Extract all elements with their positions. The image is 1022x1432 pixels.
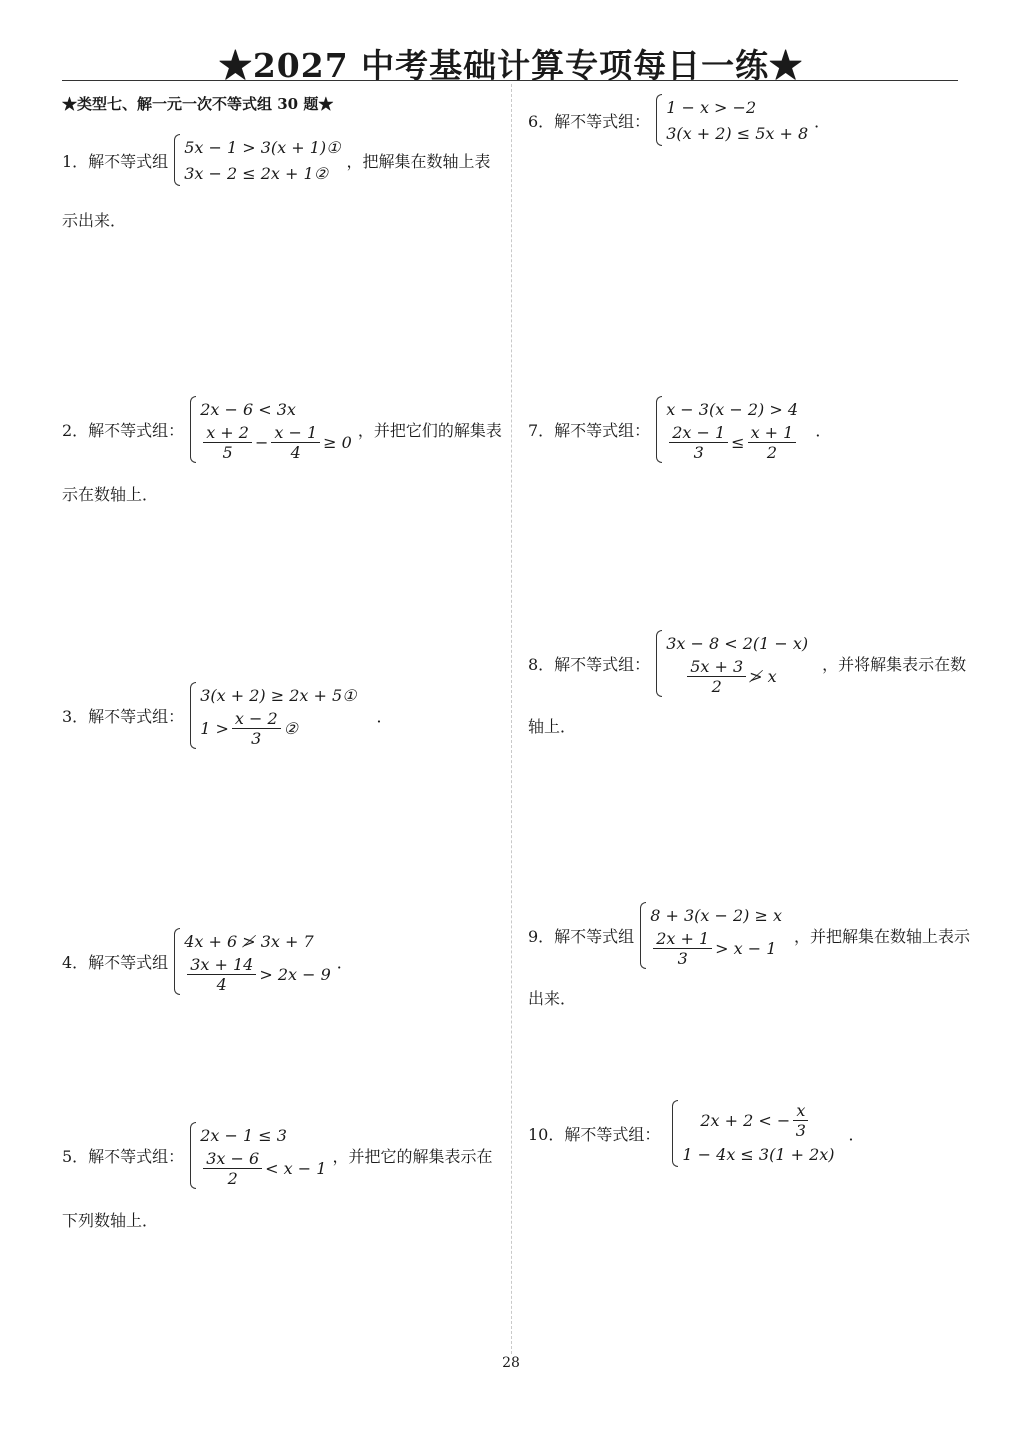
problem-instruction: ． <box>376 707 393 726</box>
problem-instruction: ，并把解集在数轴上表示 <box>794 927 971 946</box>
problem-instruction: ． <box>336 953 353 972</box>
problem-continuation: 示出来． <box>62 211 127 230</box>
problem-label: 6．解不等式组： <box>528 111 651 131</box>
inequality-system <box>656 630 808 697</box>
problem-label: 1．解不等式组 <box>62 151 169 171</box>
problem-1 <box>62 134 491 186</box>
inequality-line: $\frac{x + 2}{5}$ − $\frac{x - 1}{4}$ ≥ 0 <box>200 422 352 463</box>
inequality-line: 2x − 1 ≤ 3 <box>200 1125 287 1145</box>
problem-6 <box>528 94 830 146</box>
title-rule <box>62 80 958 81</box>
brace <box>174 134 180 186</box>
problem-label: 10．解不等式组： <box>528 1125 661 1144</box>
problem-2 <box>62 396 502 463</box>
problem-continuation: 下列数轴上． <box>62 1211 159 1230</box>
brace <box>190 1122 196 1189</box>
brace <box>190 682 196 749</box>
inequality-system <box>174 928 331 995</box>
problem-4 <box>62 928 353 995</box>
page-title: ★2027 中考基础计算专项每日一练★ <box>218 46 804 85</box>
problem-instruction: ． <box>848 1125 865 1144</box>
inequality-line: x − 3(x − 2) > 4 <box>666 399 798 419</box>
fraction: $\frac{x + 2}{5}$ <box>203 423 252 462</box>
inequality-line: $\frac{3x - 6}{2}$ < x − 1 <box>200 1148 326 1189</box>
inequality-line: 5x − 1 > 3(x + 1)① <box>184 137 341 157</box>
brace <box>640 902 646 969</box>
inequality-line: $\frac{2x - 1}{3}$ ≤ $\frac{x + 1}{2}$ <box>666 422 799 463</box>
problem-instruction: ，并将解集表示在数 <box>822 655 967 674</box>
inequality-line: 8 + 3(x − 2) ≥ x <box>650 905 782 925</box>
brace <box>656 630 662 697</box>
problem-label: 8．解不等式组： <box>528 655 651 674</box>
inequality-line: 1 − x > −2 <box>666 97 757 117</box>
inequality-line: $\frac{3x + 14}{4}$ > 2x − 9 <box>184 954 331 995</box>
inequality-line: $\frac{2x + 1}{3}$ > x − 1 <box>650 928 782 969</box>
problem-label: 2．解不等式组： <box>62 421 185 440</box>
problem-9 <box>528 902 970 969</box>
inequality-line: 3(x + 2) ≤ 5x + 8 <box>666 123 809 143</box>
inequality-line: 2x + 2 < − $\frac{x}{3}$ <box>682 1100 834 1141</box>
problem-continuation: 示在数轴上． <box>62 485 159 504</box>
problem-label: 5．解不等式组： <box>62 1147 185 1166</box>
inequality-system <box>190 1122 326 1189</box>
problem-continuation: 轴上． <box>528 717 577 736</box>
fraction: $\frac{2x + 1}{3}$ <box>653 929 712 968</box>
brace <box>174 928 180 995</box>
problem-instruction: ，并把它们的解集表 <box>357 421 502 440</box>
inequality-line: 1 − 4x ≤ 3(1 + 2x) <box>682 1144 835 1164</box>
problem-label: 4．解不等式组 <box>62 953 169 972</box>
problem-instruction: ，把解集在数轴上表 <box>346 151 491 171</box>
fraction: $\frac{x - 2}{3}$ <box>232 709 281 748</box>
fraction: $\frac{x}{3}$ <box>793 1101 808 1140</box>
brace <box>672 1100 678 1167</box>
fraction: $\frac{2x - 1}{3}$ <box>669 423 728 462</box>
fraction: $\frac{x - 1}{4}$ <box>271 423 320 462</box>
problem-instruction: ． <box>815 421 832 440</box>
fraction: $\frac{5x + 3}{2}$ <box>687 657 746 696</box>
inequality-line: 3x − 2 ≤ 2x + 1② <box>184 163 329 183</box>
inequality-line: 3x − 8 < 2(1 − x) <box>666 633 809 653</box>
fraction: $\frac{3x + 14}{4}$ <box>187 955 256 994</box>
problem-continuation: 出来． <box>528 989 577 1008</box>
brace <box>190 396 196 463</box>
problem-instruction: ，并把它的解集表示在 <box>332 1147 493 1166</box>
problem-7 <box>528 396 831 463</box>
inequality-line: $\frac{5x + 3}{2}$ ≯ x <box>666 656 808 697</box>
inequality-line: 2x − 6 < 3x <box>200 399 296 419</box>
inequality-system <box>174 134 340 186</box>
page-number: 28 <box>502 1355 520 1371</box>
problem-10 <box>528 1100 865 1167</box>
inequality-system <box>640 902 782 969</box>
fraction: $\frac{3x - 6}{2}$ <box>203 1149 262 1188</box>
problem-label: 9．解不等式组 <box>528 927 635 946</box>
brace <box>656 396 662 463</box>
problem-8 <box>528 630 966 697</box>
inequality-line: 3(x + 2) ≥ 2x + 5① <box>200 685 357 705</box>
inequality-system <box>190 682 356 749</box>
problem-instruction: ． <box>814 111 831 131</box>
inequality-line: 4x + 6 ≯ 3x + 7 <box>184 931 314 951</box>
problem-label: 3．解不等式组： <box>62 707 185 726</box>
inequality-system <box>656 94 808 146</box>
fraction: $\frac{x + 1}{2}$ <box>748 423 797 462</box>
section-title: ★类型七、解一元一次不等式组 30 题★ <box>62 95 334 113</box>
problem-5 <box>62 1122 492 1189</box>
inequality-line: 1 > $\frac{x - 2}{3}$ ② <box>200 709 298 748</box>
inequality-system <box>190 396 352 463</box>
column-divider <box>511 84 512 1354</box>
problem-label: 7．解不等式组： <box>528 421 651 440</box>
brace <box>656 94 662 146</box>
inequality-system <box>656 396 799 463</box>
inequality-system <box>672 1100 834 1167</box>
problem-3 <box>62 682 393 749</box>
